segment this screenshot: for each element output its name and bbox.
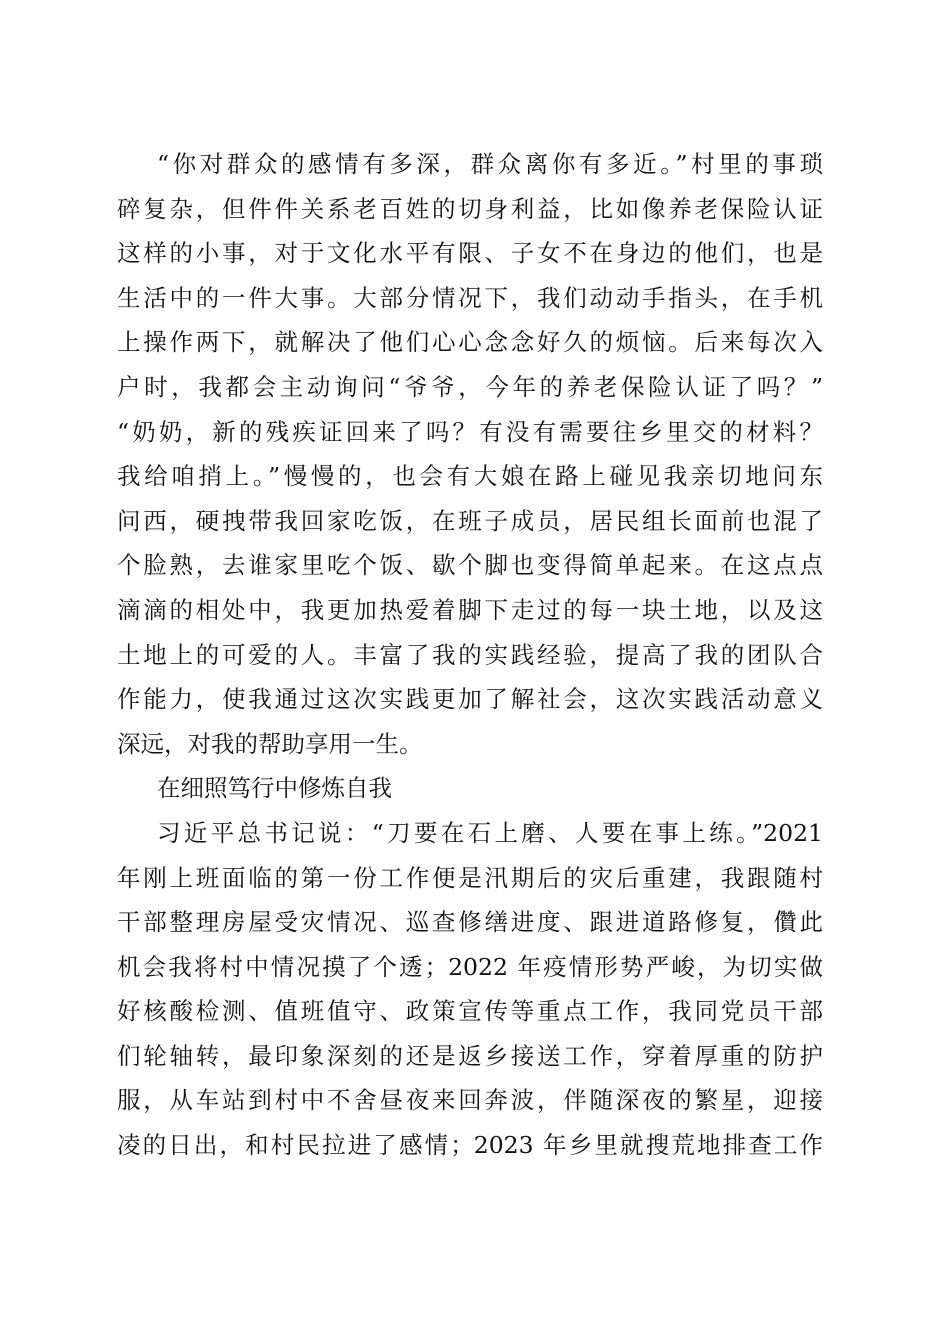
text-line: 年刚上班面临的第一份工作便是汛期后的灾后重建，我跟随村	[117, 863, 823, 892]
text-line: 干部整理房屋受灾情况、巡查修缮进度、跟进道路修复，儹此	[117, 908, 823, 937]
text-line: 户时，我都会主动询问“爷爷，今年的养老保险认证了吗？”	[117, 372, 823, 401]
text-line: 我给咱捎上。”慢慢的，也会有大娘在路上碰见我亲切地问东	[117, 462, 823, 491]
text-line: 习近平总书记说：“刀要在石上磨、人要在事上练。”2021	[157, 818, 823, 847]
text-line: 好核酸检测、值班值守、政策宣传等重点工作，我同党员干部	[117, 997, 823, 1026]
text-line: 服，从车站到村中不舍昼夜来回奔波，伴随深夜的繁星，迎接	[117, 1086, 823, 1115]
text-line: 生活中的一件大事。大部分情况下，我们动动手指头，在手机	[117, 283, 823, 312]
text-line: 碎复杂，但件件关系老百姓的切身利益，比如像养老保险认证	[117, 194, 823, 223]
text-line: 问西，硬拽带我回家吃饭，在班子成员，居民组长面前也混了	[117, 506, 823, 535]
text-line: 这样的小事，对于文化水平有限、子女不在身边的他们，也是	[117, 239, 823, 268]
text-line: 深远，对我的帮助享用一生。	[117, 729, 423, 758]
text-line: 滴滴的相处中，我更加热爱着脚下走过的每一块土地，以及这	[117, 595, 823, 624]
text-line: 们轮轴转，最印象深刻的还是返乡接送工作，穿着厚重的防护	[117, 1041, 823, 1070]
text-line: 机会我将村中情况摸了个透；2022 年疫情形势严峻，为切实做	[117, 952, 823, 981]
text-line: “奶奶，新的残疾证回来了吗？有没有需要往乡里交的材料？	[117, 417, 823, 446]
section-heading: 在细照笃行中修炼自我	[157, 774, 392, 803]
text-line: 作能力，使我通过这次实践更加了解社会，这次实践活动意义	[117, 685, 823, 714]
text-line: “你对群众的感情有多深，群众离你有多近。”村里的事琐	[157, 150, 823, 178]
document-body	[117, 142, 823, 1168]
text-line: 个脸熟，去谁家里吃个饭、歇个脚也变得简单起来。在这点点	[117, 551, 823, 580]
text-line: 上操作两下，就解决了他们心心念念好久的烦恼。后来每次入	[117, 328, 823, 357]
text-line: 凌的日出，和村民拉进了感情；2023 年乡里就搜荒地排查工作	[117, 1131, 823, 1160]
text-line: 土地上的可爱的人。丰富了我的实践经验，提高了我的团队合	[117, 640, 823, 669]
